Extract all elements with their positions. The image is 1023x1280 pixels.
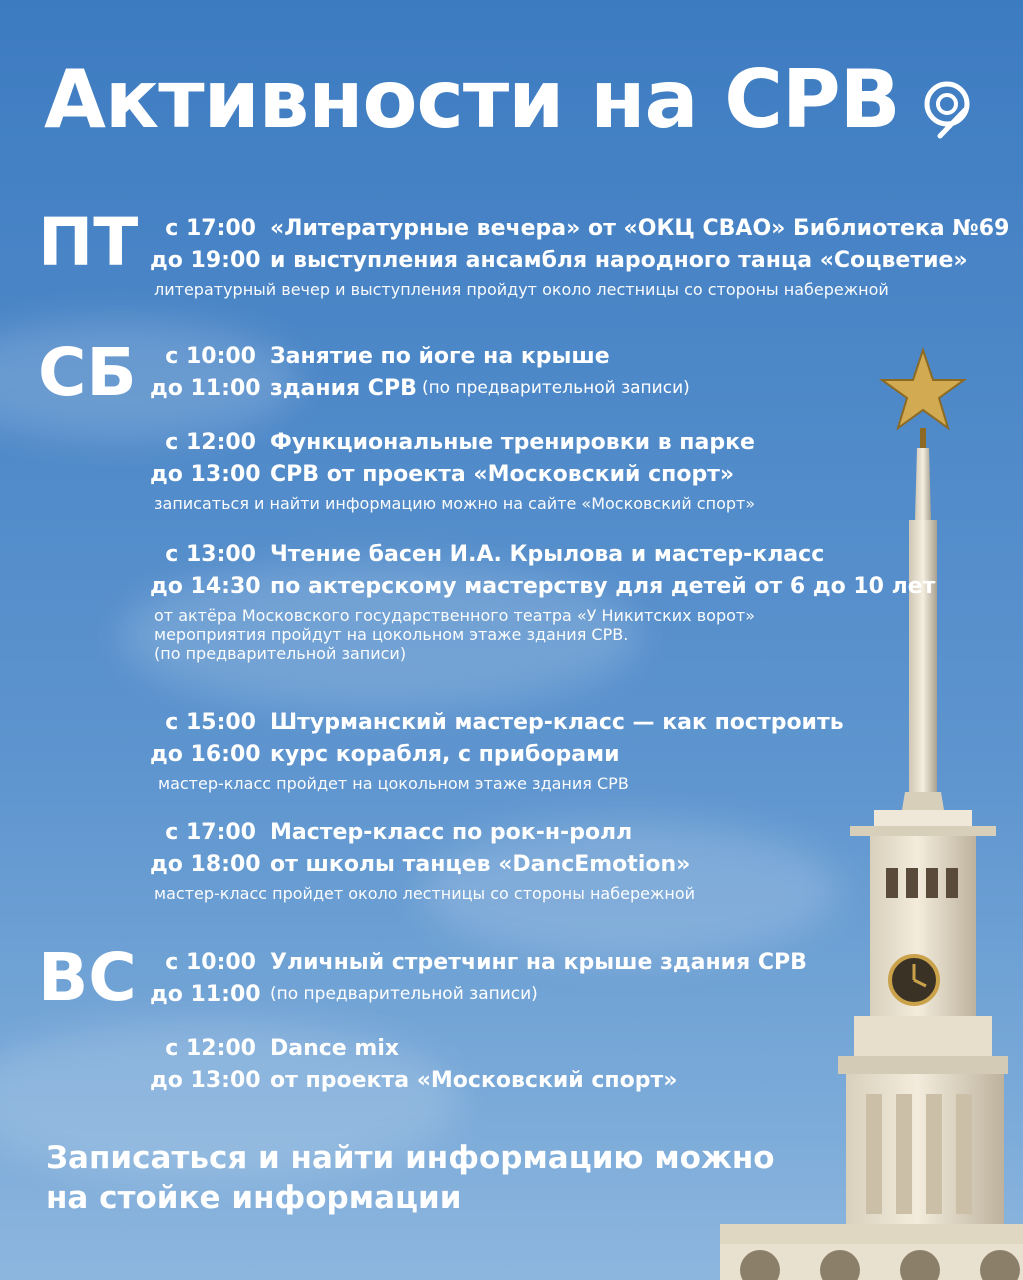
footer-info — [46, 1138, 775, 1218]
event-sun-2 — [150, 1032, 677, 1096]
day-label-saturday: СБ — [38, 334, 137, 411]
event-title-line2: от проекта «Московский спорт» — [270, 1067, 678, 1093]
event-title-line1: Штурманский мастер-класс — как построить — [270, 709, 844, 735]
star-icon — [882, 350, 964, 448]
event-note: (по предварительной записи) — [154, 644, 407, 663]
event-end-time: до 13:00 — [150, 461, 261, 487]
event-note: мероприятия пройдут на цокольном этаже здания СРВ. — [154, 625, 629, 644]
event-title-line2: от школы танцев «DancEmotion» — [270, 851, 691, 877]
event-title-line2: курс корабля, с приборами — [270, 741, 620, 767]
event-sat-3 — [150, 538, 935, 663]
event-end-time: до 16:00 — [150, 741, 261, 767]
event-title-line2: по актерскому мастерству для детей от 6 до 10 лет — [270, 573, 936, 599]
event-end-time: до 13:00 — [150, 1067, 261, 1093]
event-title-line1: Мастер-класс по рок-н-ролл — [270, 819, 633, 845]
event-end-time: до 11:00 — [150, 981, 261, 1007]
event-title-line1: «Литературные вечера» от «ОКЦ СВАО» Библиотека №69 — [270, 215, 1010, 241]
event-title-line2: и выступления ансамбля народного танца «Соцветие» — [270, 247, 968, 273]
event-start-time: с 13:00 — [165, 541, 256, 567]
event-title-line2: здания СРВ — [270, 375, 417, 401]
footer-line2: на стойке информации — [46, 1180, 462, 1216]
event-end-time: до 19:00 — [150, 247, 261, 273]
event-start-time: с 17:00 — [165, 215, 256, 241]
event-sat-2 — [150, 426, 755, 513]
page-title: Активности на СРВ — [44, 53, 900, 146]
event-note: записаться и найти информацию можно на сайте «Московский спорт» — [154, 494, 756, 513]
event-note: мастер-класс пройдет на цокольном этаже здания СРВ — [158, 774, 629, 793]
event-title-line1: Уличный стретчинг на крыше здания СРВ — [270, 949, 807, 975]
event-sun-1 — [150, 946, 807, 1010]
day-label-friday: ПТ — [38, 204, 139, 281]
event-title-line1: Чтение басен И.А. Крылова и мастер-класс — [270, 541, 825, 567]
event-end-time: до 11:00 — [150, 375, 261, 401]
event-title-line2: СРВ от проекта «Московский спорт» — [270, 461, 735, 487]
event-start-time: с 10:00 — [165, 343, 256, 369]
event-note: литературный вечер и выступления пройдут около лестницы со стороны набережной — [154, 280, 889, 299]
metro-nine-logo-icon — [918, 78, 976, 140]
event-sat-4 — [150, 706, 844, 793]
footer-line1: Записаться и найти информацию можно — [46, 1140, 775, 1176]
event-end-time: до 18:00 — [150, 851, 261, 877]
event-end-time: до 14:30 — [150, 573, 261, 599]
event-registration-note: (по предварительной записи) — [270, 984, 538, 1004]
event-registration-note: (по предварительной записи) — [421, 378, 690, 398]
event-title-line1: Функциональные тренировки в парке — [270, 429, 755, 455]
event-start-time: с 17:00 — [165, 819, 256, 845]
event-sat-1 — [150, 340, 690, 404]
event-note: мастер-класс пройдет около лестницы со стороны набережной — [154, 884, 695, 903]
event-sat-5 — [150, 816, 695, 903]
event-start-time: с 15:00 — [165, 709, 256, 735]
event-start-time: с 12:00 — [165, 1035, 256, 1061]
event-title-line1: Занятие по йоге на крыше — [270, 343, 610, 369]
event-start-time: с 12:00 — [165, 429, 256, 455]
event-title-line1: Dance mix — [270, 1035, 400, 1061]
day-label-sunday: ВС — [38, 939, 137, 1016]
event-note: от актёра Московского государственного театра «У Никитских ворот» — [154, 606, 756, 625]
event-fri-1 — [150, 212, 1009, 299]
event-start-time: с 10:00 — [165, 949, 256, 975]
